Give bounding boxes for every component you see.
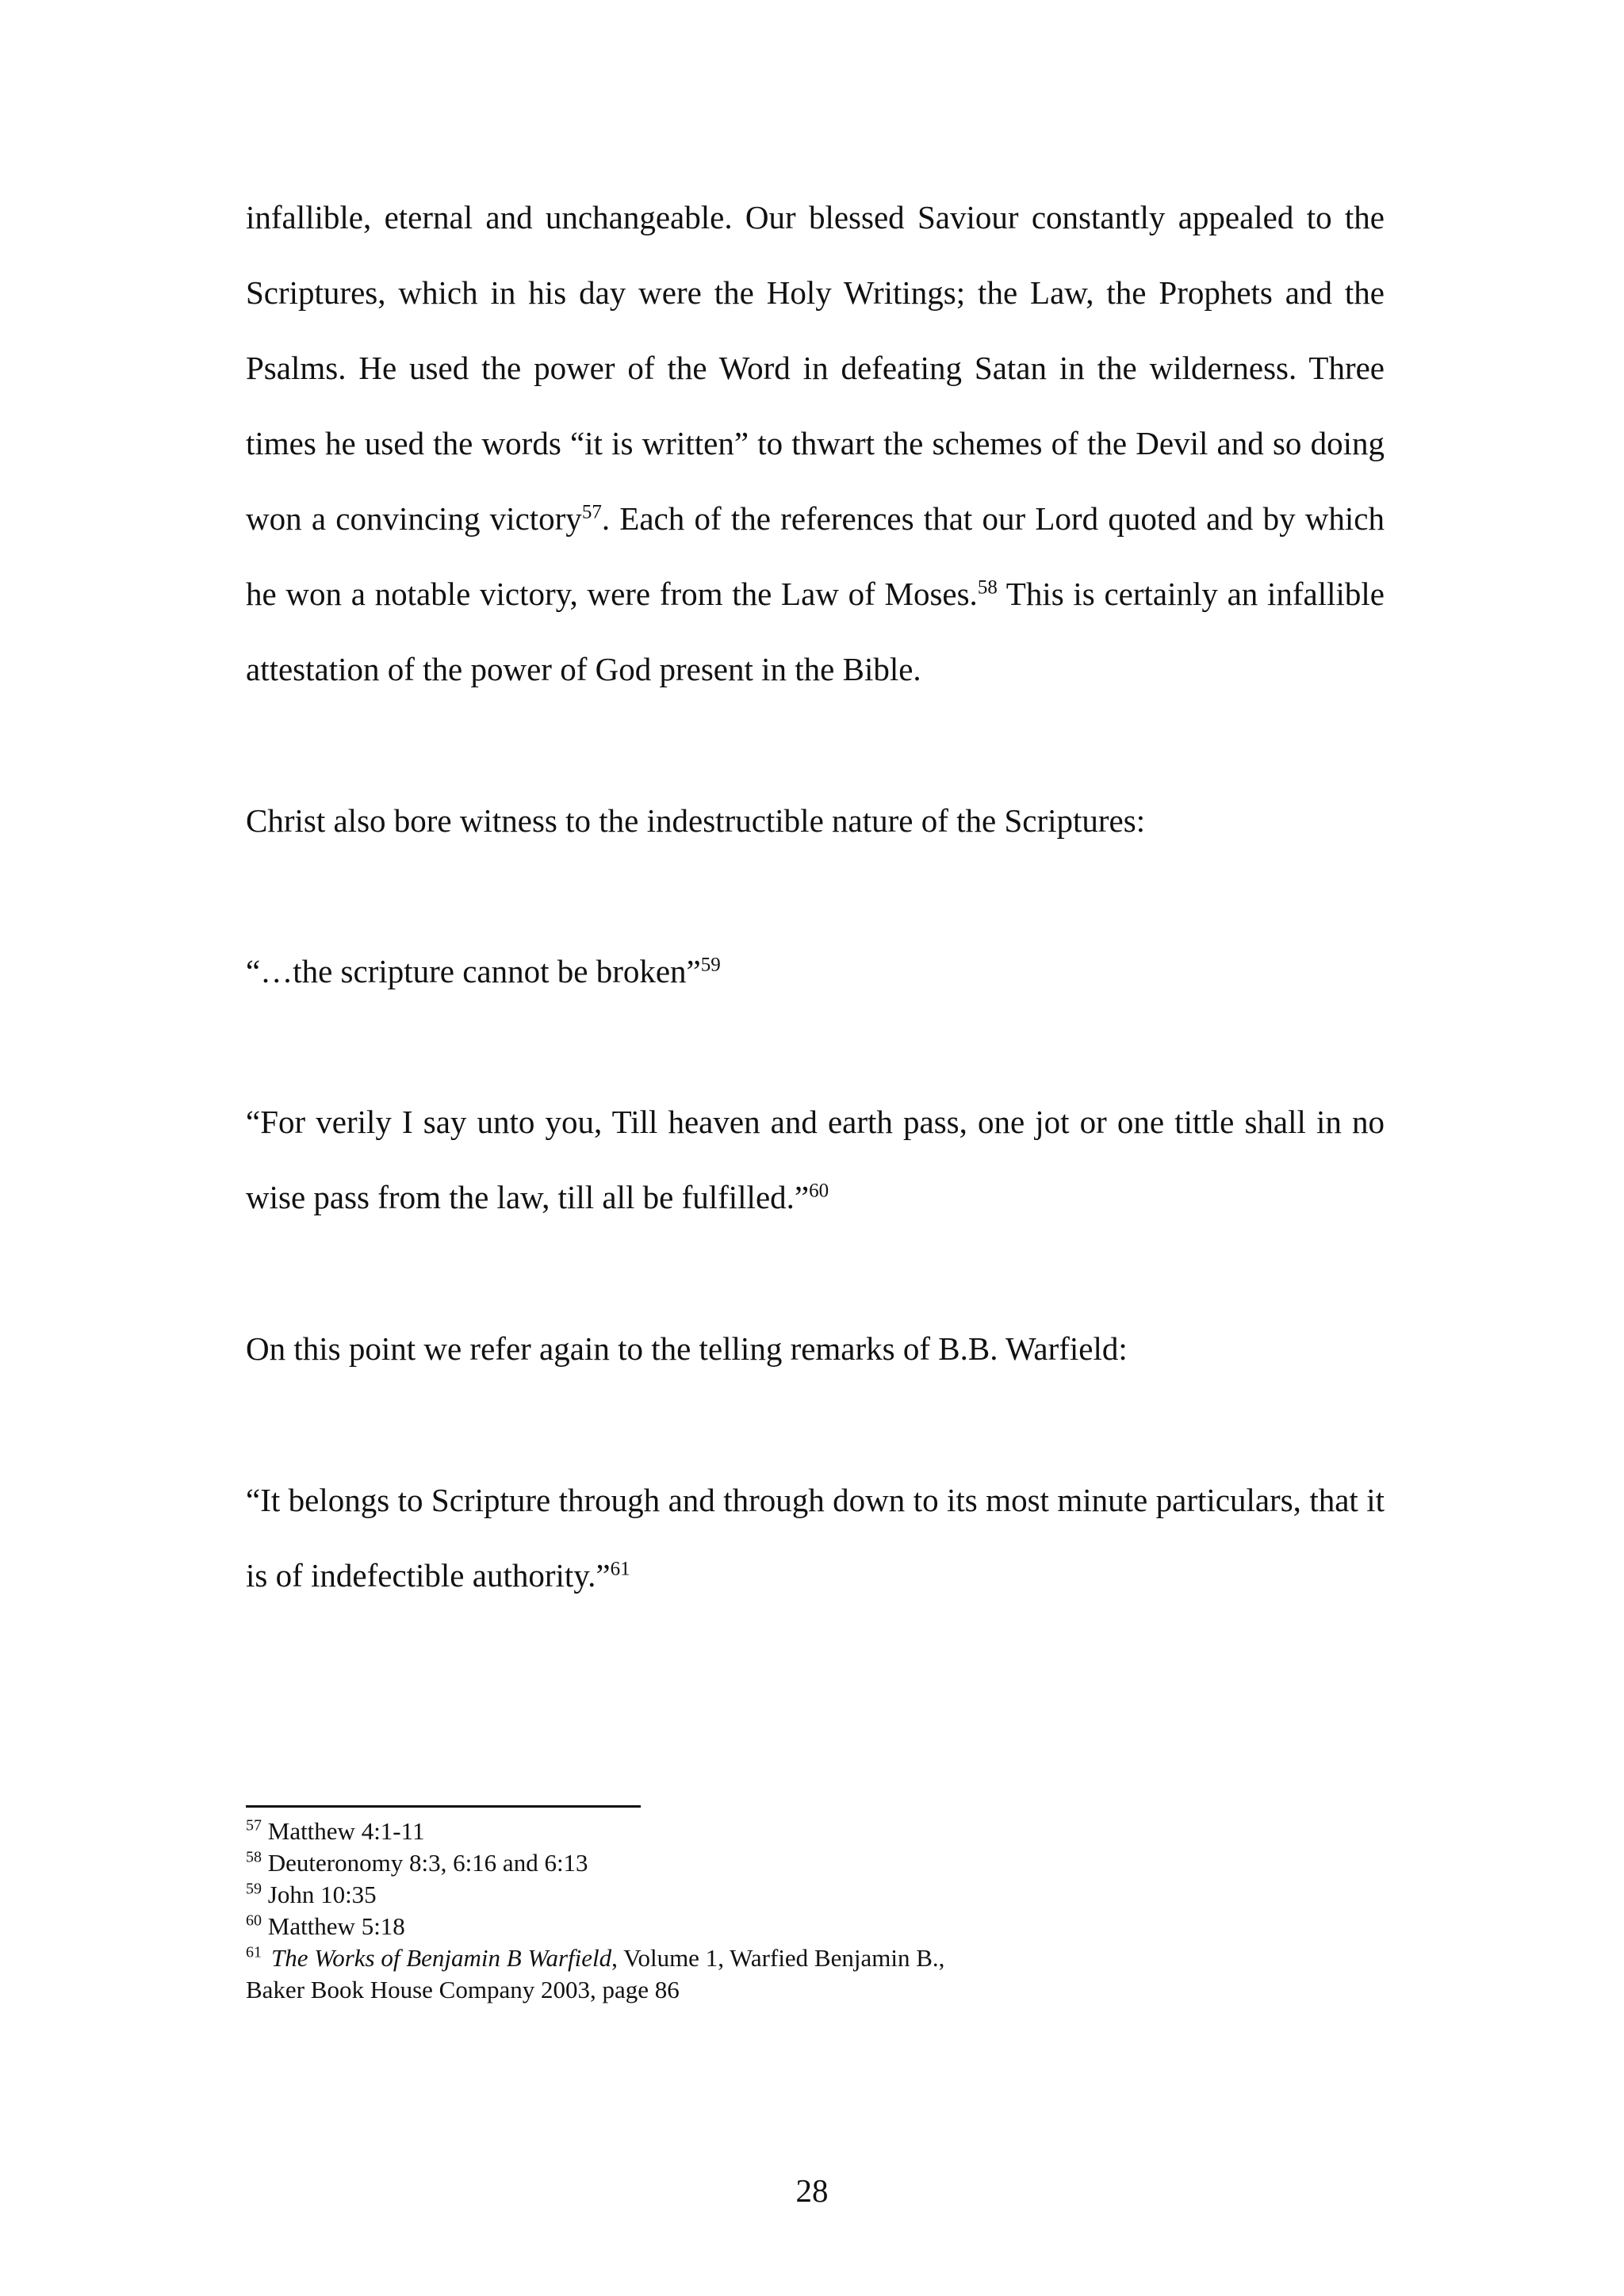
paragraph-text: . Each of the references that our Lord quoted and by which he won a notable victory, were from the Law of Moses. bbox=[246, 500, 1385, 612]
footnote-reference: 57 bbox=[581, 501, 602, 523]
footnote-60 bbox=[246, 1911, 1385, 1942]
footnote-reference: 59 bbox=[700, 954, 721, 976]
footnote-61 bbox=[246, 1942, 1385, 1974]
footnote-text: John 10:35 bbox=[267, 1881, 377, 1908]
footnote-number: 58 bbox=[246, 1848, 262, 1866]
body-paragraph bbox=[246, 783, 1385, 859]
page-number: 28 bbox=[795, 2172, 829, 2209]
body-paragraph bbox=[246, 1311, 1385, 1387]
quote-text: “It belongs to Scripture through and through down to its most minute particulars, that it is of indefectible authority.” bbox=[246, 1482, 1385, 1594]
footnote-reference: 58 bbox=[977, 576, 998, 599]
footnote-57 bbox=[246, 1816, 1385, 1847]
footnote-reference: 61 bbox=[610, 1558, 630, 1580]
footnotes bbox=[246, 1816, 1385, 2006]
footnote-text: Matthew 4:1-11 bbox=[267, 1817, 425, 1845]
footnote-text: Deuteronomy 8:3, 6:16 and 6:13 bbox=[267, 1849, 588, 1877]
warfield-quote bbox=[246, 1463, 1385, 1613]
footnote-61-continued bbox=[246, 1974, 1385, 2006]
footnote-reference: 60 bbox=[809, 1180, 829, 1202]
paragraph-text: infallible, eternal and unchangeable. Our blessed Saviour constantly appealed to the Scriptures, which in his day were the Holy Writings; the Law, the Prophets and the Psalms. He used the power of the Word in defeating Satan in the wilderness. Three times he used the words “it is written” to thwart the schemes of the Devil and so doing won a convincing victory bbox=[246, 199, 1385, 537]
quote-text: “…the scripture cannot be broken” bbox=[246, 953, 701, 989]
footnote-59 bbox=[246, 1879, 1385, 1911]
footnote-number: 57 bbox=[246, 1816, 262, 1835]
paragraph-text: On this point we refer again to the telling remarks of B.B. Warfield: bbox=[246, 1330, 1128, 1367]
footnote-text: Baker Book House Company 2003, page 86 bbox=[246, 1976, 680, 2003]
footnote-number: 61 bbox=[246, 1943, 262, 1961]
quote-text: “For verily I say unto you, Till heaven and earth pass, one jot or one tittle shall in no wise pass from the law, till all be fulfilled.” bbox=[246, 1104, 1385, 1215]
paragraph-text: This is certainly an infallible attestation of the power of God present in the Bible. bbox=[246, 576, 1385, 687]
body-paragraph bbox=[246, 180, 1385, 707]
footnote-number: 60 bbox=[246, 1911, 262, 1930]
scripture-quote bbox=[246, 1085, 1385, 1235]
footnote-number: 59 bbox=[246, 1880, 262, 1898]
footnote-58 bbox=[246, 1847, 1385, 1879]
footnote-text: Matthew 5:18 bbox=[267, 1912, 405, 1940]
scripture-quote bbox=[246, 934, 1385, 1009]
paragraph-text: Christ also bore witness to the indestructible nature of the Scriptures: bbox=[246, 802, 1146, 839]
book-title: The Works of Benjamin B Warfield bbox=[271, 1944, 612, 1972]
footnote-text: , Volume 1, Warfied Benjamin B., bbox=[611, 1944, 945, 1972]
footnote-divider bbox=[246, 1805, 641, 1808]
